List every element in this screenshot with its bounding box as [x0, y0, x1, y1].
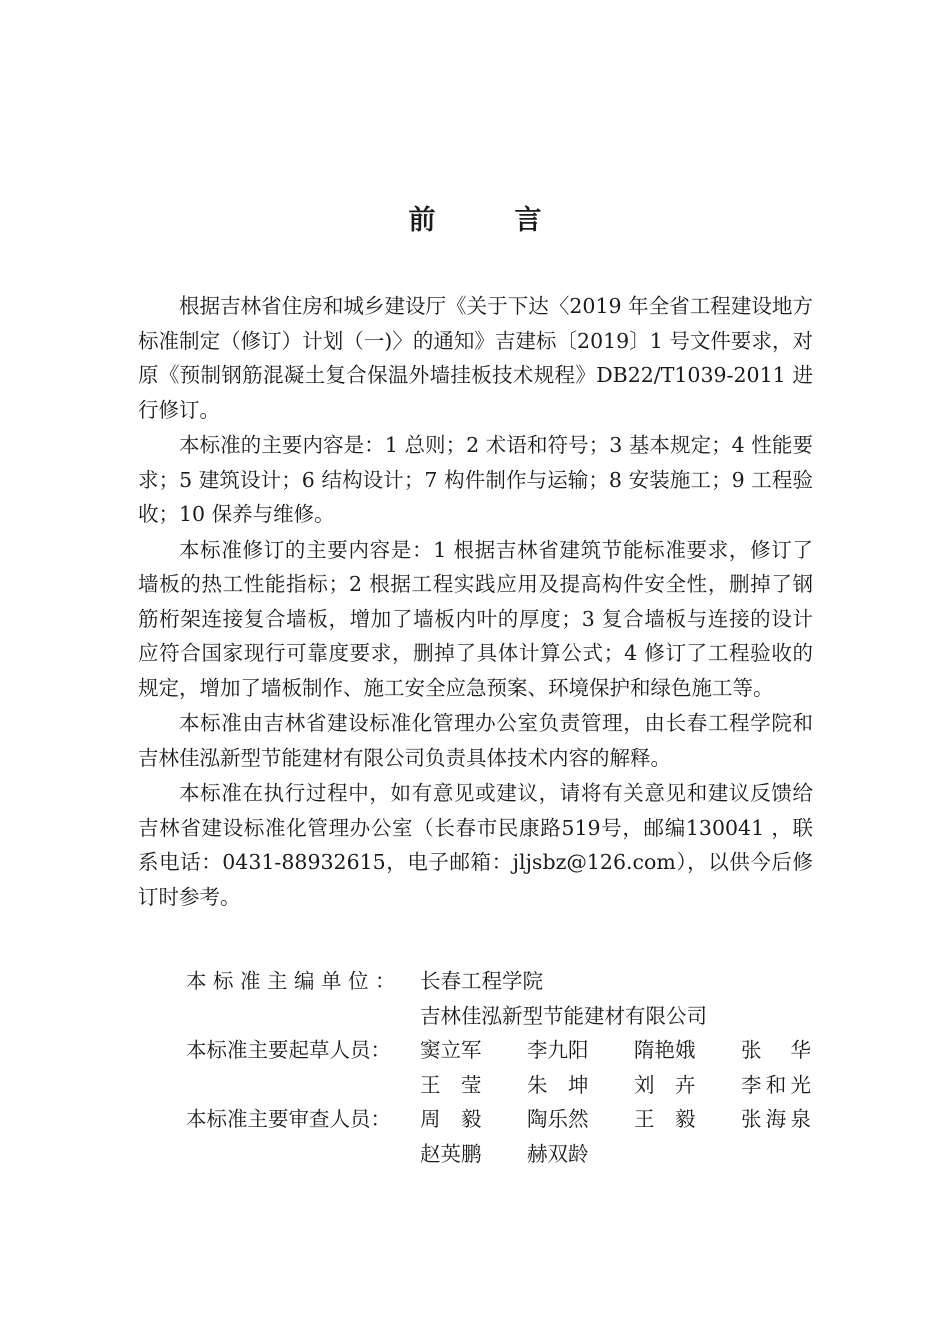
- drafter-name: 张 华: [741, 1038, 811, 1062]
- drafter-name: 隋艳娥: [634, 1038, 696, 1062]
- chief-unit: 长春工程学院: [420, 969, 543, 993]
- drafters-row: [186, 1033, 816, 1102]
- chief-unit: 吉林佳泓新型节能建材有限公司: [420, 1003, 707, 1028]
- reviewer-name: 王 毅: [634, 1107, 696, 1131]
- paragraph-basis: 根据吉林省住房和城乡建设厅《关于下达〈2019 年全省工程建设地方标准制定（修订）计划（一)〉的通知》吉建标〔2019〕1 号文件要求，对原《预制钢筋混凝土复合保温外墙挂板技术规程》DB22/T1039-2011 进行修订。: [138, 294, 813, 422]
- credits-section: [186, 964, 816, 1171]
- paragraph-revisions: 本标准修订的主要内容是：1 根据吉林省建筑节能标准要求，修订了墙板的热工性能指标；2 根据工程实践应用及提高构件安全性，删掉了钢筋桁架连接复合墙板，增加了墙板内叶的厚度；3 复合墙板与连接的设计应符合国家现行可靠度要求，删掉了具体计算公式；4 修订了工程验收的规定，增加了墙板制作、施工安全应急预案、环境保护和绿色施工等。: [138, 537, 813, 700]
- drafter-name: 李和光: [741, 1072, 811, 1097]
- drafter-name: 刘 卉: [634, 1072, 696, 1097]
- paragraph-feedback: 本标准在执行过程中，如有意见或建议，请将有关意见和建议反馈给吉林省建设标准化管理办公室（长春市民康路519号，邮编130041 ，联系电话：0431-88932615，电子邮箱：jljsbz@126.com），以供今后修订时参考。: [138, 781, 813, 909]
- drafters-list: [420, 1033, 816, 1102]
- chief-units-label: 本标准主编单位：: [186, 969, 402, 993]
- reviewers-label: 本标准主要审查人员：: [186, 1107, 391, 1131]
- reviewer-name: 陶乐然: [527, 1107, 589, 1131]
- drafter-name: 李九阳: [527, 1038, 589, 1062]
- drafter-name: 王 莹: [420, 1072, 482, 1097]
- drafter-name: 朱 坤: [527, 1072, 589, 1097]
- reviewers-list: [420, 1102, 816, 1171]
- drafter-name: 窦立军: [420, 1038, 482, 1062]
- reviewer-name: 周 毅: [420, 1107, 482, 1131]
- chief-units-list: [420, 964, 816, 1033]
- reviewer-name: 张海泉: [741, 1107, 811, 1131]
- reviewer-name: 赫双龄: [527, 1141, 589, 1166]
- paragraph-management: 本标准由吉林省建设标准化管理办公室负责管理，由长春工程学院和吉林佳泓新型节能建材有限公司负责具体技术内容的解释。: [138, 711, 813, 770]
- drafters-label: 本标准主要起草人员：: [186, 1038, 391, 1062]
- chief-units-row: [186, 964, 816, 1033]
- reviewer-name: 赵英鹏: [420, 1141, 482, 1166]
- reviewers-row: [186, 1102, 816, 1171]
- preface-body: [138, 289, 813, 915]
- paragraph-main-contents: 本标准的主要内容是：1 总则；2 术语和符号；3 基本规定；4 性能要求；5 建筑设计；6 结构设计；7 构件制作与运输；8 安装施工；9 工程验收；10 保养与维修。: [138, 433, 813, 526]
- page-title: 前 言: [408, 205, 568, 236]
